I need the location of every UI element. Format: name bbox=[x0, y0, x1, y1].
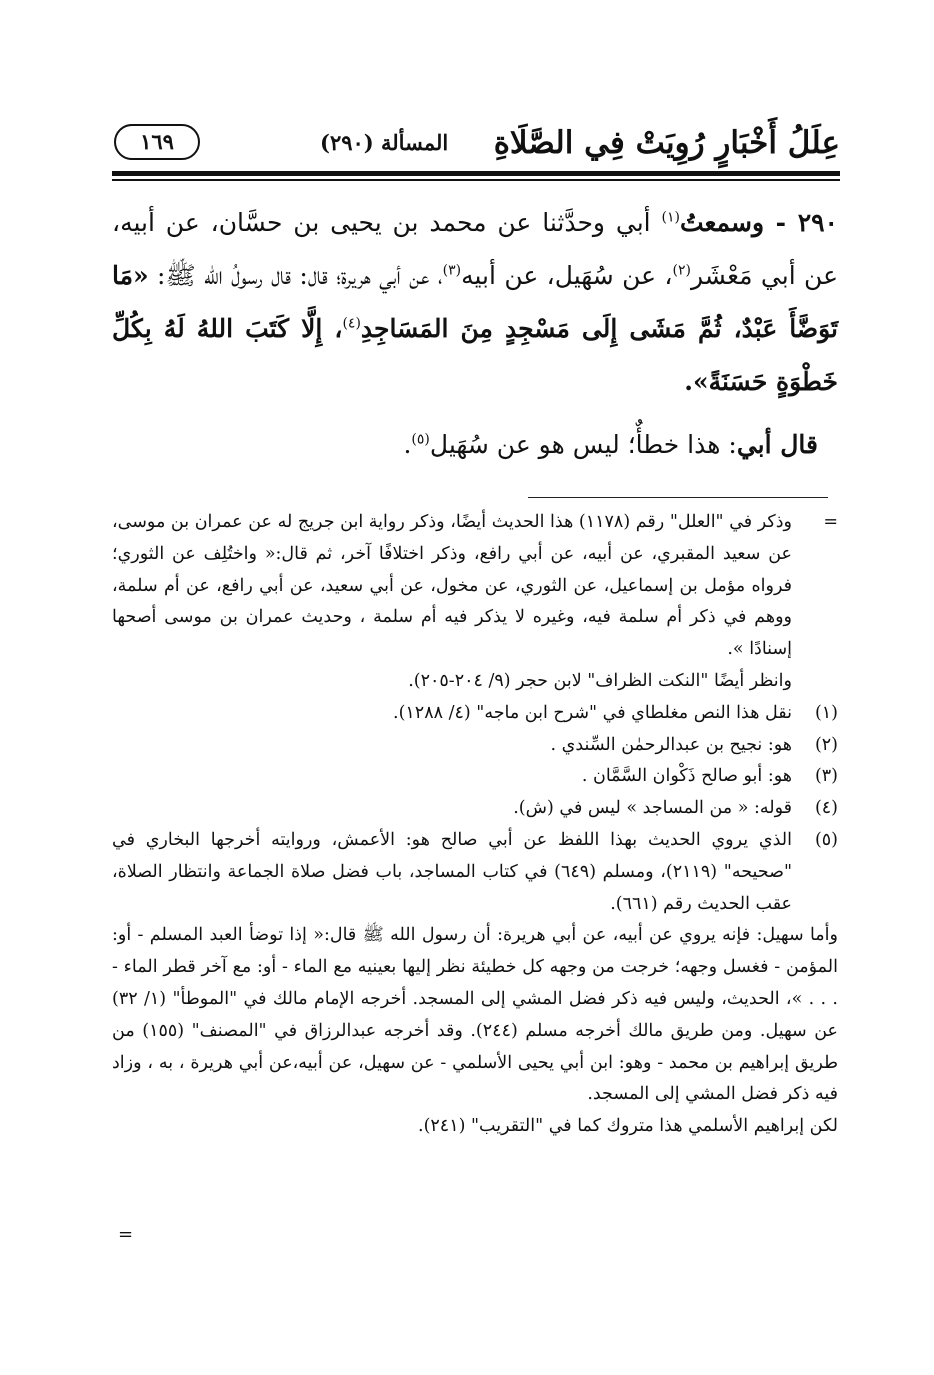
footnote-marker: (٥) bbox=[814, 829, 838, 850]
verdict-text: : هذا خطأٌ؛ ليس هو عن سُهَيل bbox=[429, 430, 737, 459]
main-text-segment: وسمعتُ bbox=[679, 208, 765, 237]
continuation-text: وذكر في "العلل" رقم (١١٧٨) هذا الحديث أيضًا، وذكر رواية ابن جريج له عن عمران بن موسى، عن سعيد المقبري، عن أبيه، عن أبي رافع، وذكر اختلافًا آخر، ثم قال:« واختُلِف عن الثوري؛ فرواه مؤمل بن إسماعيل، عن الثوري، عن مخول، عن أبي سعيد، عن أبي رافع، عن أم سلمة، ووهم في ذكر أم سلمة فيه، وغيره لا يذكر فيه أم سلمة ، وحديث عمران بن موسى أصحها إسنادًا ». bbox=[112, 512, 792, 660]
main-text bbox=[112, 196, 838, 471]
running-header bbox=[110, 118, 840, 172]
footnote-item bbox=[112, 793, 838, 825]
main-text-segment: ، عن أبي هريرة؛ قال: قال رسولُ الله ﷺ: bbox=[148, 261, 443, 290]
continuation-text-2: وانظر أيضًا "النكت الظراف" لابن حجر (٩/ ٢٠٤-٢٠٥). bbox=[408, 670, 792, 691]
footnotes bbox=[112, 507, 838, 1143]
footnote-5-continuation-2: لكن إبراهيم الأسلمي هذا متروك كما في "التقريب" (٢٤١). bbox=[418, 1116, 838, 1137]
footnote-separator bbox=[528, 497, 828, 498]
book-title: عِلَلُ أَخْبَارٍ رُوِيَتْ فِي الصَّلَاةِ bbox=[493, 125, 840, 161]
footnote-text: هو: نجيح بن عبدالرحمٰن السِّندي . bbox=[550, 734, 792, 755]
footnote-ref-5: (٥) bbox=[411, 431, 430, 448]
header-rule-thin bbox=[112, 179, 840, 181]
hadith-quote-end: ، إِلَّا كَتَبَ اللهُ لَهُ بِكُلِّ خَطْوَةٍ حَسَنَةً». bbox=[112, 314, 838, 396]
footnote-marker: (٢) bbox=[814, 734, 838, 755]
footnote-marker: (١) bbox=[814, 702, 838, 723]
footnote-marker: (٣) bbox=[814, 766, 838, 787]
footnote-text: هو: أبو صالح ذَكْوان السَّمَّان . bbox=[581, 766, 792, 787]
footnote-marker: (٤) bbox=[814, 798, 838, 819]
issue-number: ٢٩٠ - bbox=[764, 208, 838, 237]
hadith-paragraph bbox=[112, 196, 838, 408]
continued-marker: = bbox=[118, 1224, 134, 1245]
footnote-text: الذي يروي الحديث بهذا اللفظ عن أبي صالح هو: الأعمش، وروايته أخرجها البخاري في "صحيحه" (٢١١٩)، ومسلم (٦٤٩) في كتاب المساجد، باب فضل صلاة الجماعة وانتظار الصلاة، عقب الحديث رقم (٦٦١). bbox=[112, 829, 792, 914]
footnote-5-continuation: وأما سهيل: فإنه يروي عن أبيه، عن أبي هريرة: أن رسول الله ﷺ قال:« إذا توضأ العبد المسلم - أو: المؤمن - فغسل وجهه؛ خرجت من وجهه كل خطيئة نظر إليها بعينيه مع الماء - أو: مع آخر قطر الماء - . . . »، الحديث، وليس فيه ذكر فضل المشي إلى المسجد. أخرجه الإمام مالك في "الموطأ" (١/ ٣٢) عن سهيل. ومن طريق مالك أخرجه مسلم (٢٤٤). وقد أخرجه عبدالرزاق في "المصنف" (١٥٥) من طريق إبراهيم بن محمد - وهو: ابن أبي يحيى الأسلمي - عن سهيل، عن أبيه،عن أبي هريرة ، به ، وزاد فيه ذكر فضل المشي إلى المسجد. bbox=[112, 925, 839, 1105]
main-text-segment: ، عن سُهَيل، عن أبيه bbox=[461, 261, 673, 290]
verdict-speaker: قال أبي bbox=[736, 430, 818, 459]
footnote-item bbox=[112, 730, 838, 762]
footnote-item bbox=[112, 698, 838, 730]
issue-label: المسألة (٢٩٠) bbox=[320, 130, 449, 155]
verdict-end: . bbox=[403, 430, 412, 459]
footnote-text: قوله: « من المساجد » ليس في (ش). bbox=[513, 798, 792, 819]
verdict-paragraph bbox=[112, 418, 838, 471]
header-rule-thick bbox=[112, 171, 840, 176]
footnote-item bbox=[112, 761, 838, 793]
footnote-ref-1: (١) bbox=[661, 209, 680, 226]
main-text-segment: أبي وحدَّثنا عن محمد بن يحيى بن حسَّان، عن أبيه، عن أبي مَعْشَر bbox=[112, 208, 838, 290]
footnote-ref-3: (٣) bbox=[442, 262, 462, 279]
footnote-item bbox=[112, 825, 838, 920]
continuation-marker: = bbox=[823, 512, 838, 532]
footnote-ref-4: (٤) bbox=[342, 315, 361, 332]
page-number: ١٦٩ bbox=[114, 124, 200, 160]
footnote-continuation bbox=[112, 507, 838, 698]
hadith-quote: «مَا تَوَضَّأَ عَبْدٌ، ثُمَّ مَشَى إِلَى مَسْجِدٍ مِنَ المَسَاجِدِ bbox=[112, 261, 839, 343]
footnote-ref-2: (٢) bbox=[672, 262, 691, 279]
footnote-text: نقل هذا النص مغلطاي في "شرح ابن ماجه" (٤/ ١٢٨٨). bbox=[393, 702, 792, 723]
